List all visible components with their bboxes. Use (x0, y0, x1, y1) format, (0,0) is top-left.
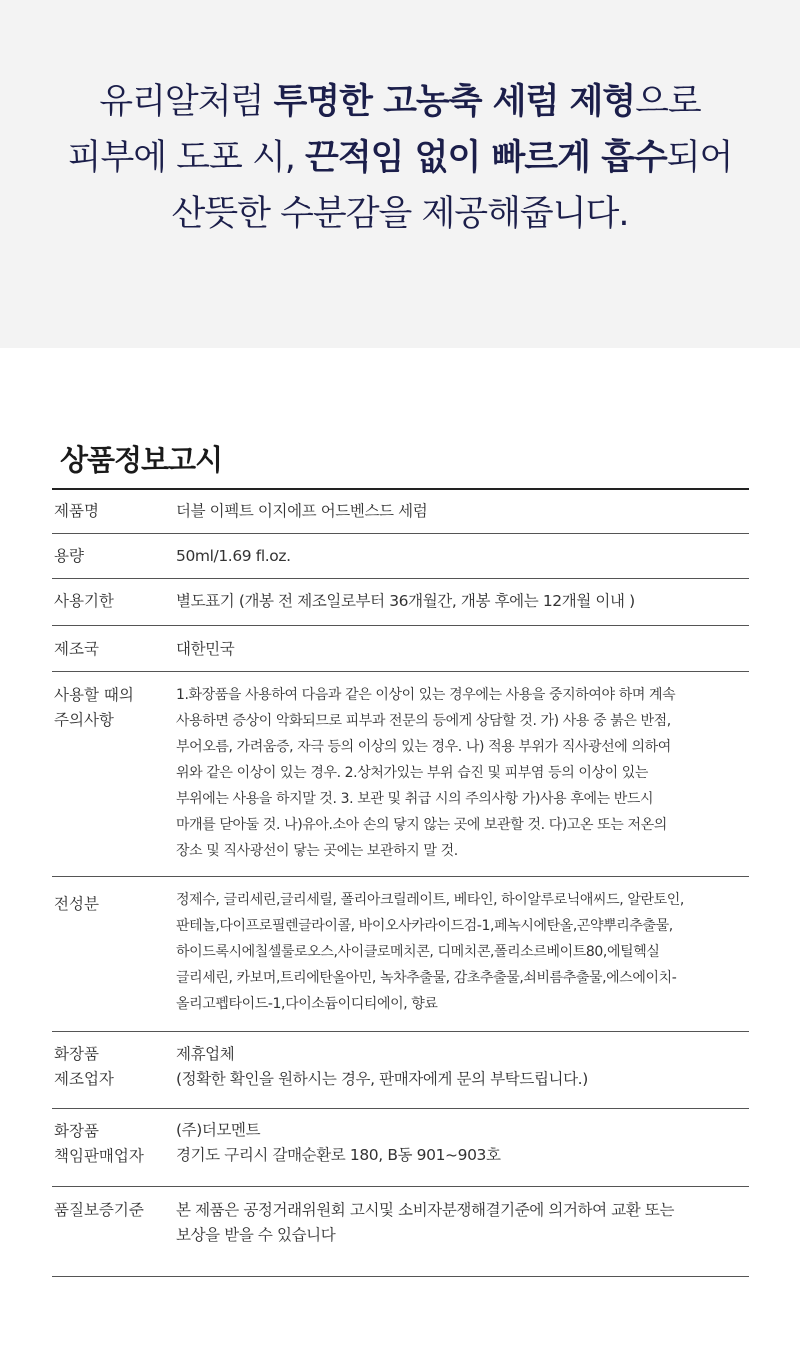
value-line: 올리고펩타이드-1,다이소듐이디티에이, 향료 (176, 996, 438, 1012)
value-line: 50ml/1.69 fl.oz. (176, 547, 291, 565)
info-row (52, 672, 749, 877)
hero-line-1-pre: 유리알처럼 (99, 82, 274, 122)
info-row-value (176, 672, 749, 876)
info-row (52, 1187, 749, 1277)
info-row-label (52, 534, 176, 578)
value-line: 제휴업체 (176, 1045, 235, 1063)
value-line: 본 제품은 공정거래위원회 고시및 소비자분쟁해결기준에 의거하여 교환 또는 (176, 1201, 675, 1219)
label-line: 화장품 (54, 1122, 99, 1140)
product-info-table (52, 488, 749, 1277)
label-line: 제조국 (54, 640, 99, 658)
value-line: 더블 이펙트 이지에프 어드벤스드 세럼 (176, 502, 428, 520)
info-row-label (52, 490, 176, 533)
value-line: 부위에는 사용을 하지말 것. 3. 보관 및 취급 시의 주의사항 가)사용 후에는 반드시 (176, 791, 654, 807)
hero-line-1 (0, 74, 800, 130)
value-line: 하이드록시에칠셀룰로오스,사이클로메치콘, 디메치콘,폴리소르베이트80,에틸헥실 (176, 944, 660, 960)
value-line: (주)더모멘트 (176, 1121, 261, 1139)
hero-line-2 (0, 130, 800, 186)
value-line: (정확한 확인을 원하시는 경우, 판매자에게 문의 부탁드립니다.) (176, 1070, 588, 1088)
label-line: 품질보증기준 (54, 1201, 144, 1219)
hero-line-1-bold: 투명한 고농축 세럼 제형 (273, 82, 636, 122)
label-line: 전성분 (54, 895, 99, 913)
value-line: 별도표기 (개봉 전 제조일로부터 36개월간, 개봉 후에는 12개월 이내 ) (176, 592, 635, 610)
info-title: 상품정보고시 (60, 443, 223, 477)
label-line: 화장품 (54, 1045, 99, 1063)
info-row-label (52, 626, 176, 671)
value-line: 글리세린, 카보머,트리에탄올아민, 녹차추출물, 감초추출물,쇠비름추출물,에스에이치- (176, 970, 677, 986)
info-row (52, 534, 749, 579)
info-row-value (176, 1187, 749, 1276)
info-row (52, 1109, 749, 1187)
info-row-label (52, 672, 176, 876)
value-line: 1.화장품을 사용하여 다음과 같은 이상이 있는 경우에는 사용을 중지하여야 하며 계속 (176, 687, 676, 703)
info-row-value (176, 579, 749, 625)
value-line: 마개를 닫아둘 것. 나)유아.소아 손의 닿지 않는 곳에 보관할 것. 다)고온 또는 저온의 (176, 817, 667, 833)
hero-banner (0, 0, 800, 348)
info-row-label (52, 1032, 176, 1108)
value-line: 판테놀,다이프로필렌글라이콜, 바이오사카라이드검-1,페녹시에탄올,곤약뿌리추출물, (176, 918, 673, 934)
info-row (52, 1032, 749, 1109)
hero-line-2-post: 되어 (666, 138, 733, 178)
label-line: 책임판매업자 (54, 1147, 144, 1165)
label-line: 사용기한 (54, 592, 114, 610)
info-row (52, 877, 749, 1032)
info-row-value (176, 1109, 749, 1186)
value-line: 보상을 받을 수 있습니다 (176, 1226, 336, 1244)
info-row-value (176, 877, 749, 1031)
hero-line-1-post: 으로 (635, 82, 701, 122)
value-line: 사용하면 증상이 악화되므로 피부과 전문의 등에게 상담할 것. 가) 사용 중 붉은 반점, (176, 713, 671, 729)
value-line: 경기도 구리시 갈매순환로 180, B동 901~903호 (176, 1146, 501, 1164)
value-line: 장소 및 직사광선이 닿는 곳에는 보관하지 말 것. (176, 843, 458, 859)
info-row (52, 490, 749, 534)
label-line: 제조업자 (54, 1070, 114, 1088)
hero-line-2-bold: 끈적임 없이 빠르게 흡수 (305, 138, 667, 178)
value-line: 정제수, 글리세린,글리세릴, 폴리아크릴레이트, 베타인, 하이알루로닉애씨드, 알란토인, (176, 892, 684, 908)
label-line: 주의사항 (54, 711, 114, 729)
info-row (52, 626, 749, 672)
info-row-label (52, 1187, 176, 1276)
label-line: 용량 (54, 547, 84, 565)
value-line: 위와 같은 이상이 있는 경우. 2.상처가있는 부위 습진 및 피부염 등의 이상이 있는 (176, 765, 649, 781)
info-row-value (176, 1032, 749, 1108)
info-row-value (176, 490, 749, 533)
info-row-label (52, 877, 176, 1031)
value-line: 대한민국 (176, 640, 235, 658)
label-line: 사용할 때의 (54, 686, 134, 704)
info-row-label (52, 1109, 176, 1186)
info-row-label (52, 579, 176, 625)
info-row-value (176, 626, 749, 671)
info-row (52, 579, 749, 626)
hero-line-3: 산뜻한 수분감을 제공해줍니다. (171, 194, 629, 234)
label-line: 제품명 (54, 502, 99, 520)
info-row-value (176, 534, 749, 578)
value-line: 부어오름, 가려움증, 자극 등의 이상의 있는 경우. 나) 적용 부위가 직사광선에 의하여 (176, 739, 671, 755)
hero-line-2-pre: 피부에 도포 시, (67, 138, 306, 178)
